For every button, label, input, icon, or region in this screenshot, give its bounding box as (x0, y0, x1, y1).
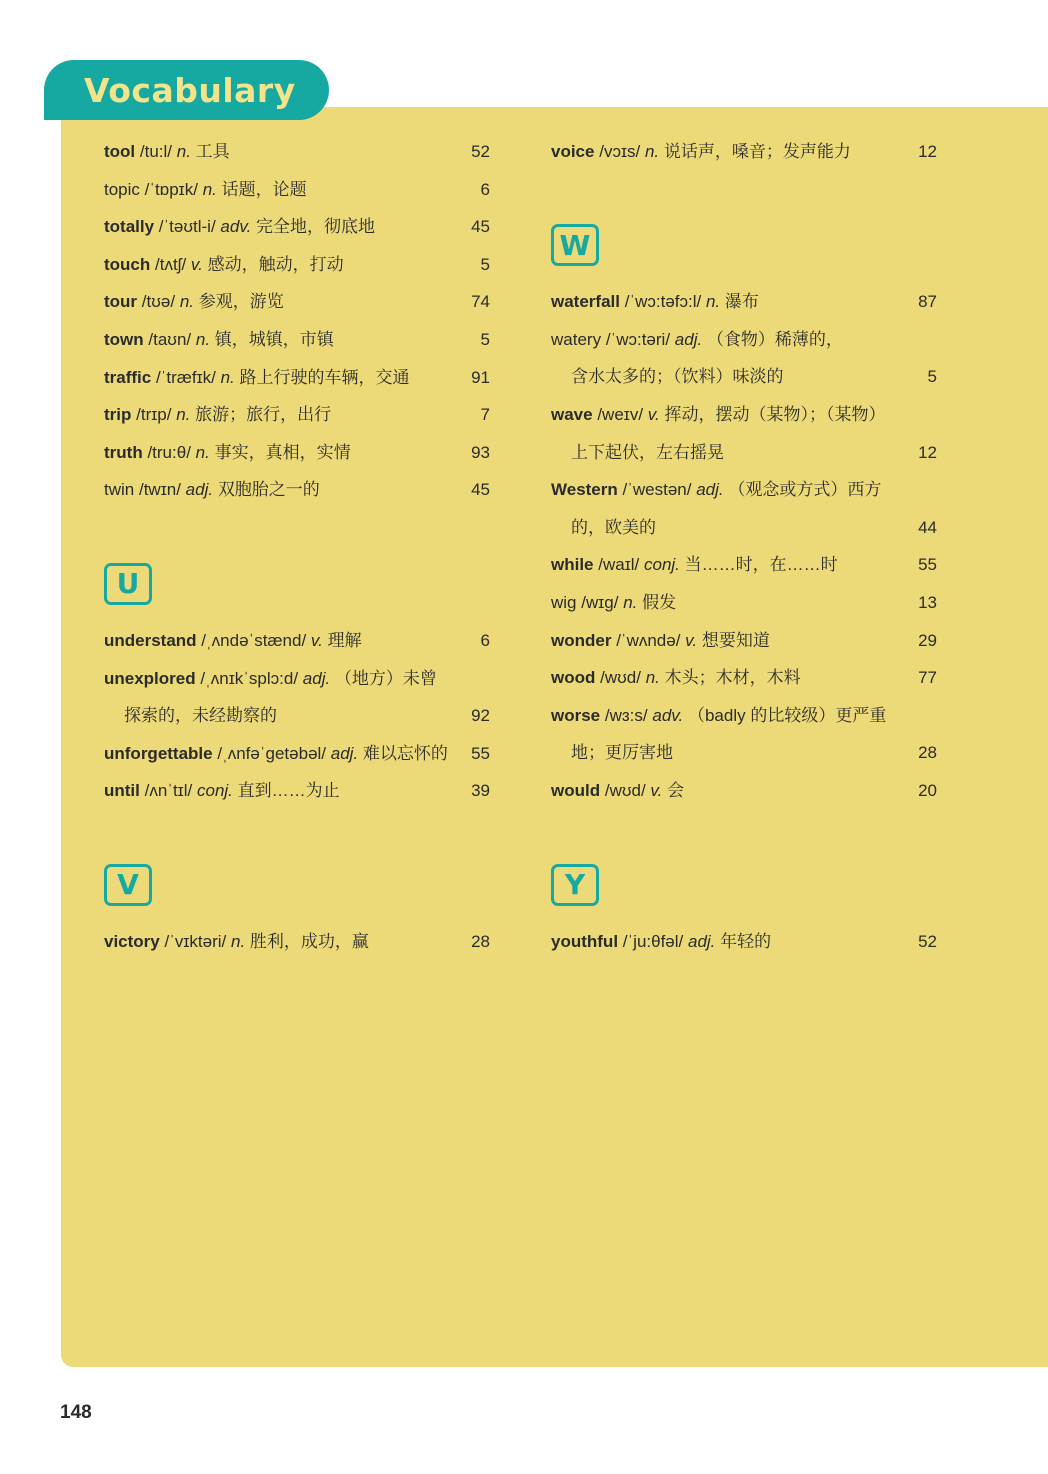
entry-page-number: 20 (918, 780, 937, 800)
vocab-entry (551, 659, 937, 697)
entry-page-number: 5 (480, 254, 490, 274)
entry-definition: 胜利，成功，赢 (249, 931, 369, 951)
entry-part-of-speech: v. (310, 630, 323, 650)
entry-phonetic: /taʊn/ (148, 329, 192, 349)
entries-u (104, 622, 490, 810)
entry-page-number: 45 (471, 480, 490, 500)
entry-phonetic: /ˈwestən/ (622, 480, 692, 500)
vocab-entry (551, 923, 937, 961)
entry-phonetic: /weɪv/ (597, 404, 644, 424)
entry-phonetic: /ˈtɒpɪk/ (144, 179, 198, 199)
entry-definition: （地方）未曾 (334, 668, 437, 688)
entry-phonetic: /ˌʌnɪkˈsplɔ:d/ (200, 668, 299, 688)
vocab-entry (551, 283, 937, 321)
vocab-entry (551, 546, 937, 584)
entry-phonetic: /ˈwɔ:təfɔ:l/ (624, 292, 702, 312)
entry-first-line (104, 133, 490, 171)
entry-page-number: 6 (480, 630, 490, 650)
letter-badge-u: U (104, 563, 152, 605)
entry-part-of-speech: adj. (302, 668, 331, 688)
entry-definition: 木头；木材，木料 (664, 668, 801, 688)
entry-first-line (104, 283, 490, 321)
entry-first-line (104, 735, 490, 773)
entry-phonetic: /vɔɪs/ (599, 142, 641, 161)
entry-phonetic: /twɪn/ (138, 480, 181, 500)
entry-definition: 说话声，嗓音；发声能力 (663, 142, 851, 161)
entry-word: town (104, 329, 144, 349)
entry-word: watery (551, 329, 602, 349)
vocab-entry (104, 471, 490, 509)
vocab-entry (551, 471, 937, 546)
entry-phonetic: /tru:θ/ (147, 442, 191, 462)
entry-part-of-speech: n. (176, 142, 191, 161)
entry-definition-continued: 含水太多的；（饮料）味淡的 (571, 367, 784, 387)
entry-word: unforgettable (104, 743, 213, 763)
vocab-entry (551, 396, 937, 471)
vocab-entry (551, 622, 937, 660)
entry-word: totally (104, 217, 155, 237)
vocab-entry (551, 584, 937, 622)
vocab-entry (104, 321, 490, 359)
entry-page-number: 13 (918, 592, 937, 612)
entries-y (551, 923, 937, 961)
entry-first-line (104, 246, 490, 284)
entry-word: victory (104, 931, 160, 951)
entry-word: until (104, 781, 140, 801)
entry-phonetic: /trɪp/ (136, 405, 172, 425)
entry-definition-continued: 探索的，未经勘察的 (124, 706, 277, 726)
entry-word: voice (551, 142, 595, 161)
vocabulary-title-tab (44, 60, 329, 120)
entry-phonetic: /ˈju:θfəl/ (622, 931, 684, 951)
entry-page-number: 12 (918, 442, 937, 462)
entry-part-of-speech: conj. (196, 781, 233, 801)
entry-definition: 理解 (327, 630, 362, 650)
entry-part-of-speech: conj. (644, 555, 680, 575)
entry-page-number: 5 (927, 367, 937, 387)
entry-first-line (551, 697, 937, 735)
entry-word: wood (551, 668, 596, 688)
vocab-entry (104, 283, 490, 321)
entry-part-of-speech: n. (231, 931, 246, 951)
entry-first-line (104, 208, 490, 246)
vocab-entry (104, 208, 490, 246)
entry-first-line (104, 171, 490, 209)
entry-phonetic: /ˈtəʊtl-i/ (158, 217, 216, 237)
letter-heading-y (551, 810, 937, 923)
entry-first-line (104, 660, 490, 698)
entry-definition: 完全地，彻底地 (256, 217, 376, 237)
entry-part-of-speech: adv. (220, 217, 252, 237)
left-column (104, 133, 490, 961)
letter-badge-y: Y (551, 864, 599, 906)
entry-definition: （badly 的比较级）更严重 (687, 705, 887, 725)
entry-phonetic: /wɪg/ (581, 592, 619, 612)
entry-part-of-speech: n. (220, 367, 235, 387)
vocab-entry (104, 622, 490, 660)
entry-part-of-speech: n. (176, 405, 191, 425)
entry-first-line (104, 772, 490, 810)
entry-word: would (551, 780, 601, 800)
entry-part-of-speech: n. (202, 179, 217, 199)
entry-page-number: 29 (918, 630, 937, 650)
right-column (551, 133, 937, 960)
entry-page-number: 93 (471, 442, 490, 462)
entry-word: unexplored (104, 668, 196, 688)
entry-page-number: 7 (480, 405, 490, 425)
entry-first-line (104, 471, 490, 509)
entry-definition-continued: 地；更厉害地 (571, 743, 673, 763)
vocab-entry (104, 171, 490, 209)
entry-page-number: 52 (918, 931, 937, 951)
entry-definition: 当……时，在……时 (684, 555, 838, 575)
entry-first-line (551, 584, 937, 622)
vocab-entry (104, 660, 490, 735)
entry-phonetic: /wʊd/ (600, 668, 641, 688)
entry-phonetic: /wʊd/ (604, 780, 646, 800)
entry-page-number: 12 (918, 142, 937, 161)
entry-page-number: 52 (471, 142, 490, 161)
vocab-entry (104, 735, 490, 773)
entry-first-line (104, 321, 490, 359)
entry-definition: （食物）稀薄的， (706, 329, 843, 349)
page-number: 148 (60, 1402, 92, 1423)
entry-first-line (551, 321, 937, 359)
entry-first-line (104, 396, 490, 434)
entry-part-of-speech: n. (179, 292, 194, 312)
entry-definition: 事实，真相，实情 (214, 442, 351, 462)
page-title: Vocabulary (84, 70, 296, 110)
letter-heading-w (551, 208, 937, 283)
vocab-entry (104, 133, 490, 171)
entry-word: worse (551, 705, 601, 725)
vocab-entry (104, 246, 490, 284)
entry-word: touch (104, 254, 151, 274)
entry-phonetic: /tʌtʃ/ (155, 254, 187, 274)
entry-part-of-speech: v. (190, 254, 203, 274)
entry-definition: （观念或方式）西方 (728, 480, 882, 500)
entry-page-number: 28 (471, 931, 490, 951)
entry-word: truth (104, 442, 143, 462)
entry-part-of-speech: n. (195, 442, 210, 462)
entry-definition: 感动，触动，打动 (207, 254, 344, 274)
entry-part-of-speech: adj. (688, 931, 716, 951)
entry-word: Western (551, 480, 618, 500)
entry-word: waterfall (551, 292, 620, 312)
entry-part-of-speech: v. (650, 780, 663, 800)
entry-phonetic: /ˈtræfɪk/ (155, 367, 216, 387)
entry-definition: 瀑布 (724, 292, 759, 312)
entry-word: traffic (104, 367, 152, 387)
entry-part-of-speech: n. (623, 592, 638, 612)
entry-definition: 年轻的 (720, 931, 772, 951)
vocab-entry (104, 434, 490, 472)
entry-phonetic: /ˈwɔ:təri/ (605, 329, 671, 349)
entry-word: tour (104, 292, 138, 312)
entry-part-of-speech: v. (685, 630, 698, 650)
entry-part-of-speech: v. (647, 404, 660, 424)
vocab-entry (104, 923, 490, 961)
entry-first-line (551, 396, 937, 434)
entry-definition: 直到……为止 (237, 781, 340, 801)
entry-first-line (551, 659, 937, 697)
entry-part-of-speech: n. (705, 292, 721, 312)
letter-badge-v: V (104, 864, 152, 906)
entry-page-number: 74 (471, 292, 490, 312)
entry-word: wonder (551, 630, 612, 650)
entry-phonetic: /ˌʌndəˈstænd/ (201, 630, 307, 650)
entry-definition: 想要知道 (701, 630, 770, 650)
entry-phonetic: /ˈvɪktəri/ (164, 931, 227, 951)
entry-part-of-speech: n. (645, 668, 660, 688)
letter-heading-v (104, 810, 490, 923)
entry-definition: 路上行驶的车辆，交通 (239, 367, 410, 387)
entry-phonetic: /tʊə/ (141, 292, 176, 312)
entry-part-of-speech: adj. (185, 480, 214, 500)
entry-phonetic: /wɜ:s/ (604, 705, 648, 725)
entry-word: wig (551, 592, 577, 612)
entry-first-line (551, 471, 937, 509)
entry-first-line (104, 434, 490, 472)
vocab-entry (551, 133, 937, 171)
entry-definition: 工具 (195, 142, 230, 161)
entry-definition: 会 (667, 780, 685, 800)
entry-phonetic: /waɪl/ (598, 555, 640, 575)
entry-first-line (551, 923, 937, 961)
entry-definition: 双胞胎之一的 (217, 480, 320, 500)
entry-definition: 难以忘怀的 (362, 743, 448, 763)
entry-page-number: 55 (918, 555, 937, 575)
entry-word: youthful (551, 931, 619, 951)
entry-first-line (104, 923, 490, 961)
entry-page-number: 5 (480, 329, 490, 349)
entry-definition-continued: 上下起伏，左右摇晃 (571, 442, 724, 462)
entry-first-line (551, 622, 937, 660)
vocab-entry (551, 697, 937, 772)
entry-definition: 假发 (642, 592, 677, 612)
entries-t (104, 133, 490, 509)
entries-v (104, 923, 490, 961)
entries-v-continued (551, 133, 937, 208)
vocab-entry (104, 396, 490, 434)
entry-word: twin (104, 480, 135, 500)
entry-page-number: 44 (918, 517, 937, 537)
entry-word: tool (104, 142, 136, 161)
letter-heading-u (104, 509, 490, 622)
entry-definition: 参观，游览 (198, 292, 284, 312)
entry-definition: 挥动，摆动（某物）；（某物） (664, 404, 886, 424)
vocab-entry (551, 321, 937, 396)
entry-first-line (104, 622, 490, 660)
letter-badge-w: W (551, 224, 599, 266)
entry-page-number: 6 (480, 179, 490, 199)
entry-word: understand (104, 630, 197, 650)
entry-phonetic: /tu:l/ (139, 142, 173, 161)
entry-page-number: 91 (471, 367, 490, 387)
entry-phonetic: /ˈwʌndə/ (616, 630, 681, 650)
row-spacer (551, 171, 937, 209)
entry-first-line (551, 283, 937, 321)
entry-page-number: 92 (471, 706, 490, 726)
entry-part-of-speech: n. (195, 329, 211, 349)
entry-first-line (551, 772, 937, 810)
entry-word: while (551, 555, 594, 575)
entry-page-number: 28 (918, 743, 937, 763)
entry-first-line (551, 133, 937, 171)
entry-definition: 镇，城镇，市镇 (214, 329, 334, 349)
entry-definition: 旅游；旅行，出行 (195, 405, 332, 425)
entries-w (551, 283, 937, 809)
entry-page-number: 55 (471, 743, 490, 763)
entry-page-number: 87 (918, 292, 937, 312)
vocab-entry (104, 772, 490, 810)
entry-word: wave (551, 404, 593, 424)
entry-first-line (551, 546, 937, 584)
entry-phonetic: /ˌʌnfəˈgetəbəl/ (217, 743, 327, 763)
entry-page-number: 39 (471, 781, 490, 801)
vocab-entry (551, 772, 937, 810)
entry-page-number: 45 (471, 217, 490, 237)
entry-part-of-speech: adj. (330, 743, 359, 763)
entry-first-line (104, 359, 490, 397)
entry-page-number: 77 (918, 668, 937, 688)
entry-definition-continued: 的，欧美的 (571, 517, 656, 537)
entry-word: topic (104, 179, 140, 199)
entry-word: trip (104, 405, 132, 425)
entry-phonetic: /ʌnˈtɪl/ (144, 781, 193, 801)
vocab-entry (104, 359, 490, 397)
entry-part-of-speech: n. (644, 142, 660, 161)
entry-part-of-speech: adj. (696, 480, 724, 500)
entry-definition: 话题，论题 (221, 179, 307, 199)
entry-part-of-speech: adj. (674, 329, 703, 349)
entry-part-of-speech: adv. (652, 705, 684, 725)
